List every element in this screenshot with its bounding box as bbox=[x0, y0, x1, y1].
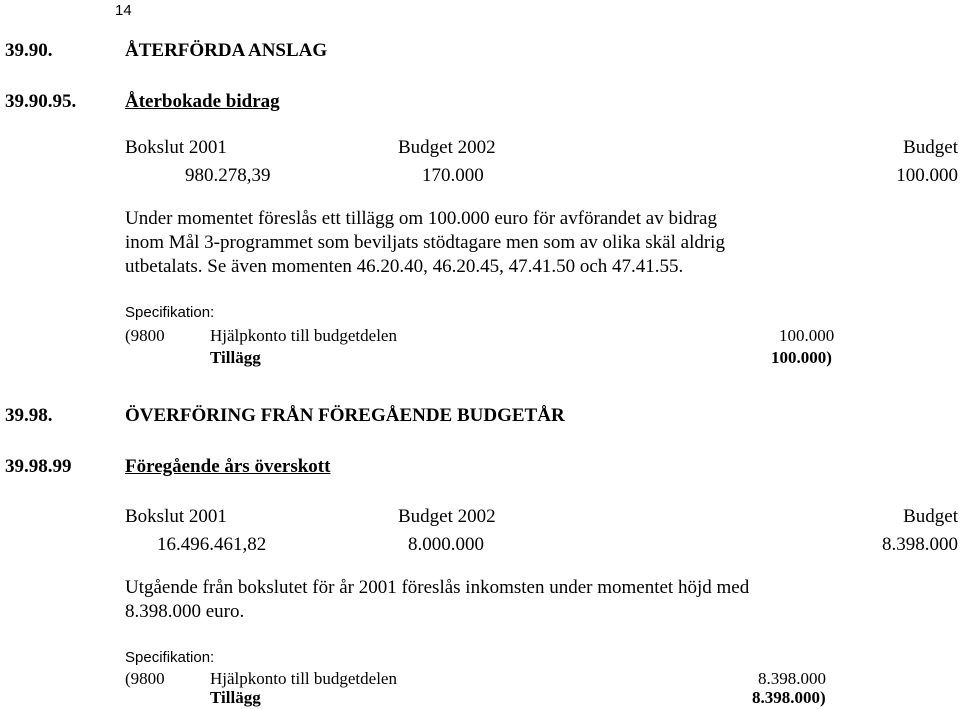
spec-label: Specifikation: bbox=[125, 649, 215, 666]
subsection-number: 39.98.99 bbox=[5, 456, 72, 477]
spec-code: (9800 bbox=[125, 326, 165, 345]
spec-total-value: 8.398.000) bbox=[752, 688, 826, 707]
value-budget: 100.000 bbox=[896, 165, 958, 186]
subsection-number: 39.90.95. bbox=[5, 91, 77, 112]
paragraph-line: utbetalats. Se även momenten 46.20.40, 46.20.45, 47.41.50 och 47.41.55. bbox=[125, 256, 684, 277]
spec-item-value: 100.000 bbox=[779, 326, 835, 345]
spec-total-label: Tillägg bbox=[210, 688, 261, 707]
col-header-budget-2002: Budget 2002 bbox=[398, 137, 496, 158]
paragraph-line: inom Mål 3-programmet som beviljats stödtagare men som av olika skäl aldrig bbox=[125, 232, 725, 253]
value-bokslut: 16.496.461,82 bbox=[157, 534, 267, 555]
section-number: 39.98. bbox=[5, 405, 53, 426]
col-header-budget-2002: Budget 2002 bbox=[398, 506, 496, 527]
spec-total-label: Tillägg bbox=[210, 348, 261, 367]
spec-code: (9800 bbox=[125, 669, 165, 688]
col-header-bokslut: Bokslut 2001 bbox=[125, 137, 227, 158]
col-header-budget: Budget bbox=[903, 506, 958, 527]
page-number: 14 bbox=[115, 2, 132, 19]
col-header-budget: Budget bbox=[903, 137, 958, 158]
paragraph-line: Utgående från bokslutet för år 2001 föreslås inkomsten under momentet höjd med bbox=[125, 577, 750, 598]
spec-total-value: 100.000) bbox=[771, 348, 832, 367]
spec-item: Hjälpkonto till budgetdelen bbox=[210, 669, 397, 688]
value-bokslut: 980.278,39 bbox=[185, 165, 271, 186]
subsection-title: Återbokade bidrag bbox=[125, 91, 280, 112]
spec-item: Hjälpkonto till budgetdelen bbox=[210, 326, 397, 345]
value-budget: 8.398.000 bbox=[882, 534, 958, 555]
section-title: ÅTERFÖRDA ANSLAG bbox=[125, 40, 328, 61]
spec-label: Specifikation: bbox=[125, 304, 215, 321]
paragraph-line: Under momentet föreslås ett tillägg om 100.000 euro för avförandet av bidrag bbox=[125, 208, 717, 229]
col-header-bokslut: Bokslut 2001 bbox=[125, 506, 227, 527]
section-number: 39.90. bbox=[5, 40, 53, 61]
value-budget-2002: 8.000.000 bbox=[408, 534, 484, 555]
value-budget-2002: 170.000 bbox=[422, 165, 484, 186]
paragraph-line: 8.398.000 euro. bbox=[125, 601, 245, 622]
spec-item-value: 8.398.000 bbox=[758, 669, 826, 688]
section-title: ÖVERFÖRING FRÅN FÖREGÅENDE BUDGETÅR bbox=[125, 405, 565, 426]
subsection-title: Föregående års överskott bbox=[125, 456, 331, 477]
